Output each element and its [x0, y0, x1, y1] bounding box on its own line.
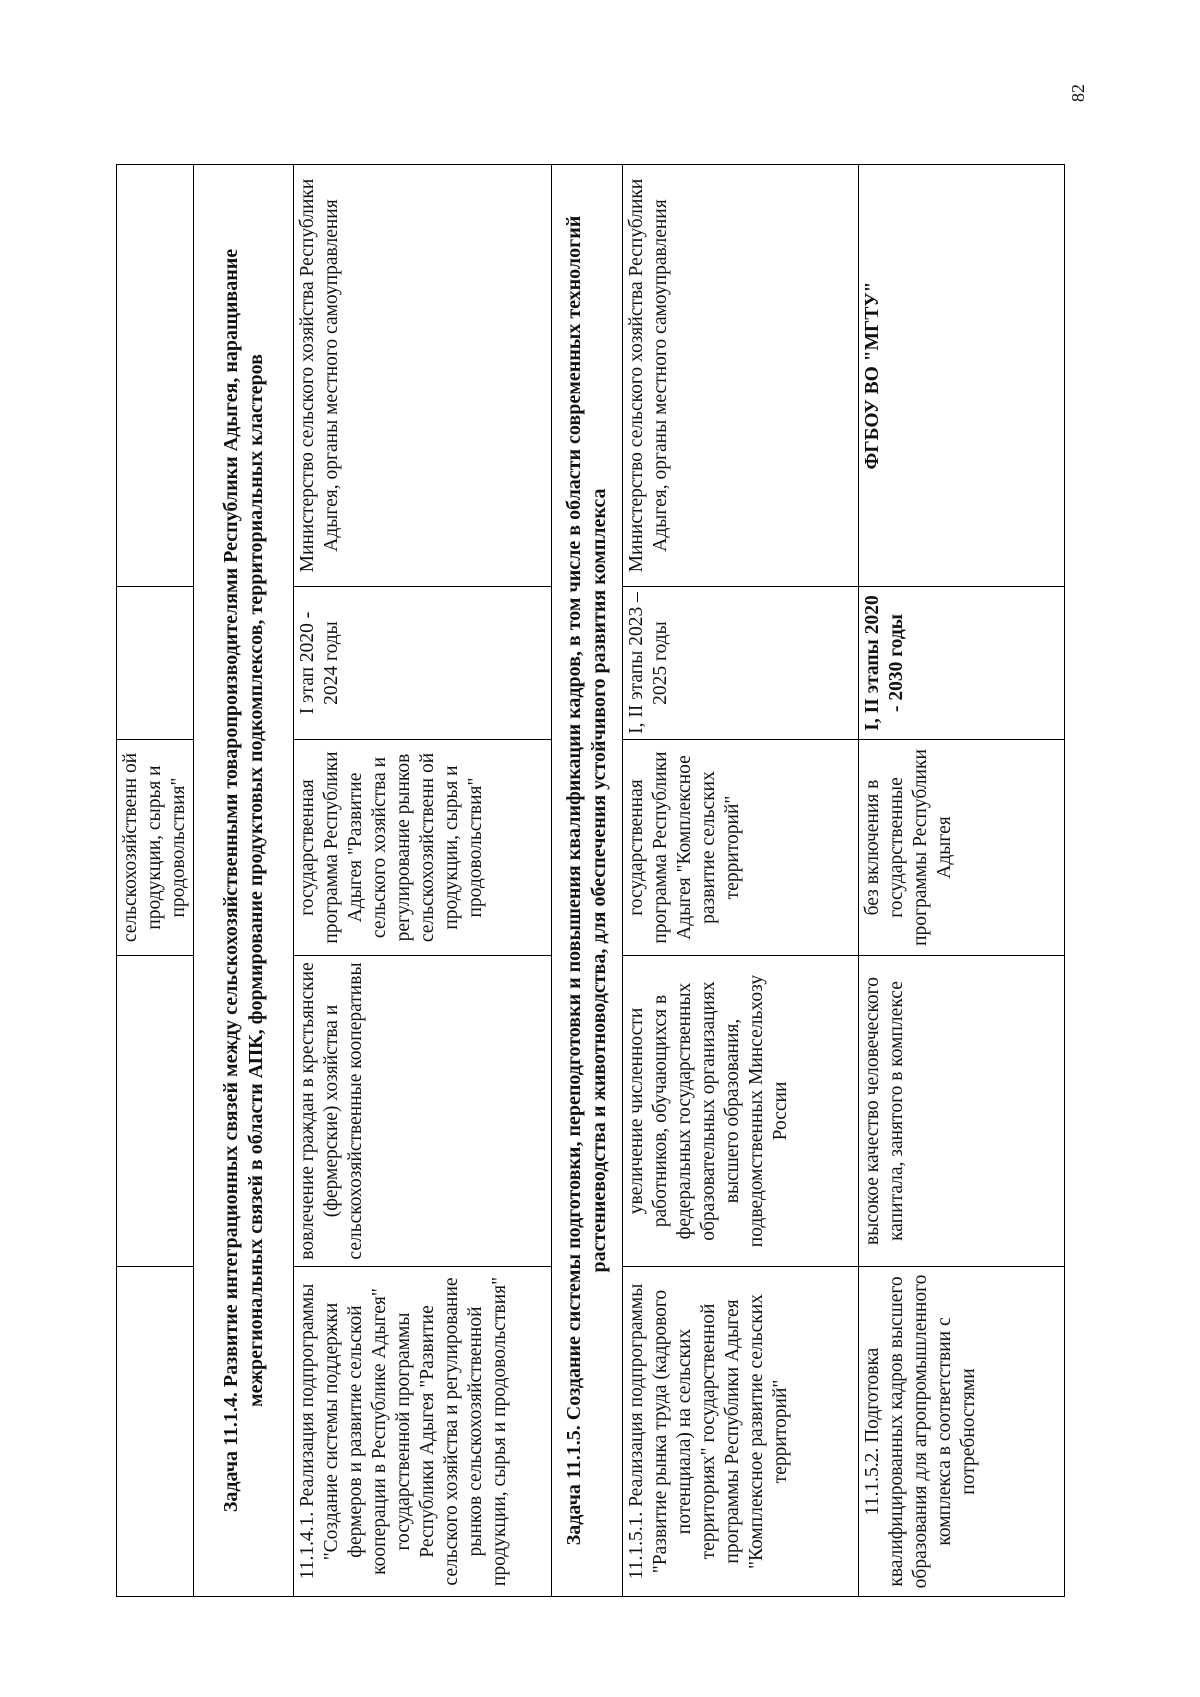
- task-heading-11-1-4: Задача 11.1.4. Развитие интеграционных связей между сельскохозяйственными товаропроизводителями Республики Адыгея, наращивание межрегиональных связей в области АПК, формирование продуктовых подкомплексов, территориальных кластеров: [194, 165, 294, 1597]
- task-row: [552, 165, 623, 1597]
- table-row: [117, 165, 194, 1597]
- result-cell: увеличение численности работников, обучающихся в федеральных государственных образовательных организациях высшего образования, подведомственных Минсельхозу России: [623, 956, 859, 1267]
- activity-cell: 11.1.4.1. Реализация подпрограммы "Создание системы поддержки фермеров и развитие сельской кооперации в Республике Адыгея" государственной программы Республики Адыгея "Развитие сельского хозяйства и регулирование рынков сельскохозяйственной продукции, сырья и продовольствия": [294, 1267, 552, 1597]
- program-cell: без включения в государственные программы Республики Адыгея: [859, 740, 1065, 956]
- program-cell: государственная программа Республики Адыгея "Комплексное развитие сельских территорий": [623, 740, 859, 956]
- task-heading-11-1-5: Задача 11.1.5. Создание системы подготовки, переподготовки и повышения квалификации кадров, в том числе в области современных технологий растениеводства и животноводства, для обеспечения устойчивого развития комплекса: [552, 165, 623, 1597]
- measures-table: [116, 164, 1065, 1597]
- executor-cell: Министерство сельского хозяйства Республики Адыгея, органы местного самоуправления: [623, 165, 859, 587]
- period-cell: I, II этапы 2023 – 2025 годы: [623, 587, 859, 740]
- period-cell: I этап 2020 - 2024 годы: [294, 587, 552, 740]
- program-cell: сельскохозяйственн ой продукции, сырья и продовольствия": [117, 740, 194, 956]
- table-row: [623, 165, 859, 1597]
- table-row: [294, 165, 552, 1597]
- executor-cell: [117, 165, 194, 587]
- page-number: 82: [1068, 84, 1088, 102]
- activity-cell: [117, 1267, 194, 1597]
- period-cell: [117, 587, 194, 740]
- table-row: [859, 165, 1065, 1597]
- task-row: [194, 165, 294, 1597]
- period-cell: I, II этапы 2020 - 2030 годы: [859, 587, 1065, 740]
- program-cell: государственная программа Республики Адыгея "Развитие сельского хозяйства и регулирование рынков сельскохозяйственн ой продукции, сырья и продовольствия": [294, 740, 552, 956]
- executor-cell: Министерство сельского хозяйства Республики Адыгея, органы местного самоуправления: [294, 165, 552, 587]
- activity-cell: 11.1.5.1. Реализация подпрограммы "Развитие рынка труда (кадрового потенциала) на сельских территориях" государственной программы Республики Адыгея "Комплексное развитие сельских территорий": [623, 1267, 859, 1597]
- rotated-page-content: [116, 165, 1063, 1597]
- result-cell: вовлечение граждан в крестьянские (фермерские) хозяйства и сельскохозяйственные кооперативы: [294, 956, 552, 1267]
- result-cell: высокое качество человеческого капитала, занятого в комплексе: [859, 956, 1065, 1267]
- result-cell: [117, 956, 194, 1267]
- executor-cell: ФГБОУ ВО "МГТУ": [859, 165, 1065, 587]
- activity-cell: 11.1.5.2. Подготовка квалифицированных кадров высшего образования для агропромышленного комплекса в соответствии с потребностями: [859, 1267, 1065, 1597]
